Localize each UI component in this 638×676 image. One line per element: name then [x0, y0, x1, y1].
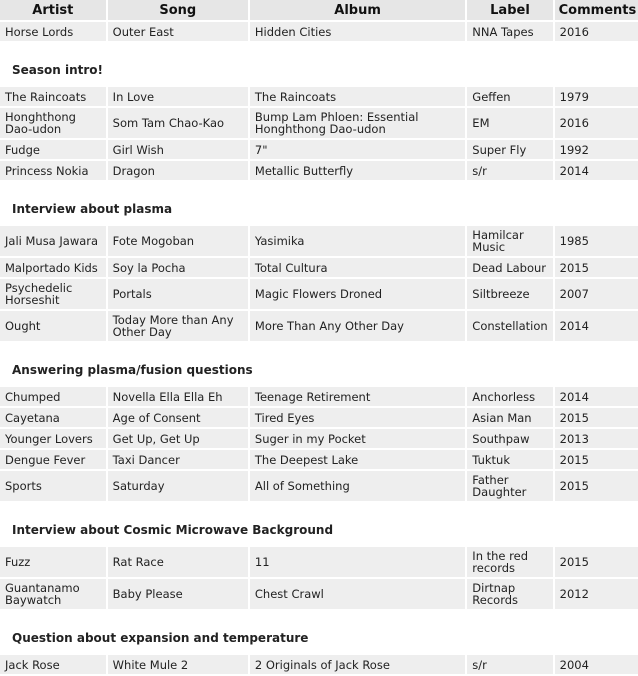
track-artist: Sports [0, 471, 106, 501]
track-row [0, 87, 638, 106]
track-row [0, 108, 638, 138]
track-comments: 1992 [555, 140, 638, 159]
track-row [0, 258, 638, 277]
track-label: Anchorless [467, 387, 552, 406]
track-artist: Jack Rose [0, 655, 106, 674]
track-song: Portals [108, 279, 248, 309]
track-song: Outer East [108, 22, 248, 41]
track-album: Bump Lam Phloen: Essential Honghthong Dao-udon [250, 108, 465, 138]
section-title: Question about expansion and temperature [0, 611, 638, 653]
track-label: Tuktuk [467, 450, 552, 469]
section-row [0, 43, 638, 85]
album-column-header: Album [250, 0, 465, 20]
track-row [0, 161, 638, 180]
track-label: Asian Man [467, 408, 552, 427]
track-label: Geffen [467, 87, 552, 106]
track-artist: Fuzz [0, 547, 106, 577]
section-row [0, 503, 638, 545]
track-artist: Jali Musa Jawara [0, 226, 106, 256]
track-song: Age of Consent [108, 408, 248, 427]
track-comments: 2015 [555, 408, 638, 427]
track-song: Soy la Pocha [108, 258, 248, 277]
track-album: Chest Crawl [250, 579, 465, 609]
track-album: All of Something [250, 471, 465, 501]
track-label: Super Fly [467, 140, 552, 159]
track-song: Rat Race [108, 547, 248, 577]
track-comments: 2016 [555, 108, 638, 138]
track-label: In the red records [467, 547, 552, 577]
track-album: Yasimika [250, 226, 465, 256]
track-song: Baby Please [108, 579, 248, 609]
track-label: Southpaw [467, 429, 552, 448]
track-album: Total Cultura [250, 258, 465, 277]
track-comments: 2004 [555, 655, 638, 674]
track-album: 2 Originals of Jack Rose [250, 655, 465, 674]
track-label: Dirtnap Records [467, 579, 552, 609]
track-label: Siltbreeze [467, 279, 552, 309]
track-row [0, 547, 638, 577]
track-song: In Love [108, 87, 248, 106]
track-artist: Cayetana [0, 408, 106, 427]
track-row [0, 311, 638, 341]
section-title: Interview about plasma [0, 182, 638, 224]
section-title: Interview about Cosmic Microwave Background [0, 503, 638, 545]
track-row [0, 450, 638, 469]
track-artist: Psychedelic Horseshit [0, 279, 106, 309]
section-row [0, 611, 638, 653]
section-row [0, 343, 638, 385]
track-song: Taxi Dancer [108, 450, 248, 469]
track-artist: Younger Lovers [0, 429, 106, 448]
track-album: 11 [250, 547, 465, 577]
track-album: The Deepest Lake [250, 450, 465, 469]
track-row [0, 429, 638, 448]
track-album: More Than Any Other Day [250, 311, 465, 341]
track-song: Novella Ella Ella Eh [108, 387, 248, 406]
track-comments: 2016 [555, 22, 638, 41]
track-song: Today More than Any Other Day [108, 311, 248, 341]
section-title: Season intro! [0, 43, 638, 85]
track-artist: Princess Nokia [0, 161, 106, 180]
track-song: White Mule 2 [108, 655, 248, 674]
track-comments: 1979 [555, 87, 638, 106]
track-album: The Raincoats [250, 87, 465, 106]
track-artist: Dengue Fever [0, 450, 106, 469]
track-comments: 2015 [555, 258, 638, 277]
track-label: NNA Tapes [467, 22, 552, 41]
track-comments: 2012 [555, 579, 638, 609]
track-comments: 2014 [555, 311, 638, 341]
track-song: Dragon [108, 161, 248, 180]
track-album: Hidden Cities [250, 22, 465, 41]
track-album: 7" [250, 140, 465, 159]
track-comments: 2015 [555, 547, 638, 577]
track-row [0, 22, 638, 41]
track-comments: 2013 [555, 429, 638, 448]
track-comments: 2015 [555, 471, 638, 501]
track-label: Hamilcar Music [467, 226, 552, 256]
comments-column-header: Comments [555, 0, 638, 20]
track-label: Father Daughter [467, 471, 552, 501]
track-row [0, 279, 638, 309]
track-song: Girl Wish [108, 140, 248, 159]
label-column-header: Label [467, 0, 552, 20]
section-title: Answering plasma/fusion questions [0, 343, 638, 385]
song-column-header: Song [108, 0, 248, 20]
track-label: s/r [467, 161, 552, 180]
track-comments: 2014 [555, 161, 638, 180]
track-label: EM [467, 108, 552, 138]
track-album: Suger in my Pocket [250, 429, 465, 448]
track-label: Constellation [467, 311, 552, 341]
track-comments: 2007 [555, 279, 638, 309]
track-artist: Malportado Kids [0, 258, 106, 277]
track-label: Dead Labour [467, 258, 552, 277]
track-album: Magic Flowers Droned [250, 279, 465, 309]
track-artist: Honghthong Dao-udon [0, 108, 106, 138]
header-row [0, 0, 638, 20]
artist-column-header: Artist [0, 0, 106, 20]
track-album: Tired Eyes [250, 408, 465, 427]
track-artist: Ought [0, 311, 106, 341]
track-album: Metallic Butterfly [250, 161, 465, 180]
track-artist: Fudge [0, 140, 106, 159]
track-comments: 1985 [555, 226, 638, 256]
track-song: Get Up, Get Up [108, 429, 248, 448]
track-row [0, 408, 638, 427]
track-song: Fote Mogoban [108, 226, 248, 256]
track-row [0, 140, 638, 159]
track-artist: Chumped [0, 387, 106, 406]
track-label: s/r [467, 655, 552, 674]
track-song: Saturday [108, 471, 248, 501]
track-row [0, 226, 638, 256]
track-song: Som Tam Chao-Kao [108, 108, 248, 138]
track-row [0, 579, 638, 609]
track-row [0, 387, 638, 406]
section-row [0, 182, 638, 224]
track-album: Teenage Retirement [250, 387, 465, 406]
track-artist: Guantanamo Baywatch [0, 579, 106, 609]
track-artist: Horse Lords [0, 22, 106, 41]
track-artist: The Raincoats [0, 87, 106, 106]
track-comments: 2014 [555, 387, 638, 406]
track-row [0, 655, 638, 674]
track-comments: 2015 [555, 450, 638, 469]
track-row [0, 471, 638, 501]
playlist-body [0, 22, 638, 674]
